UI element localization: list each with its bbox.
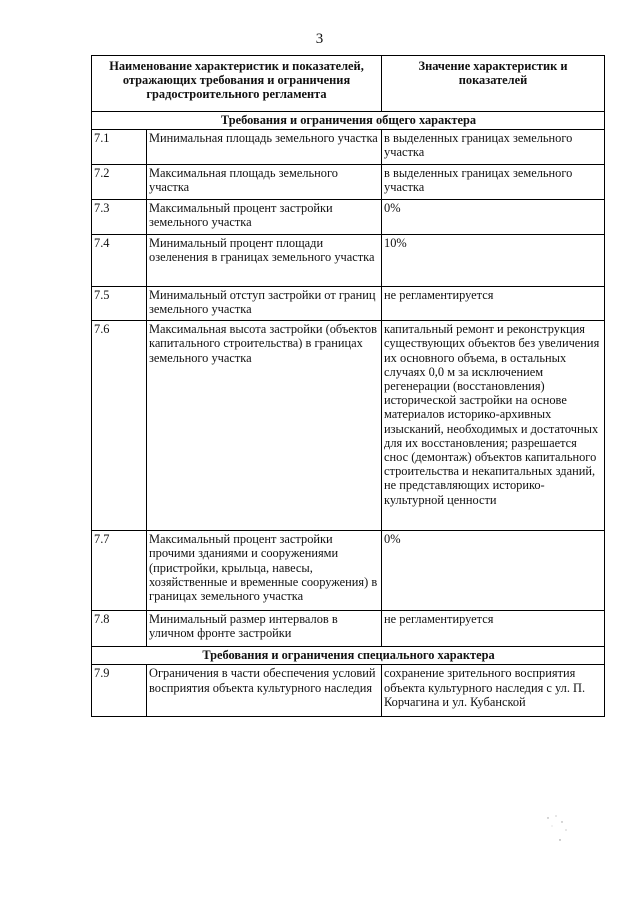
row-number: 7.7 [92,531,147,611]
section-title: Требования и ограничения специального характера [92,647,605,665]
row-value: капитальный ремонт и реконструкция существующих объектов без увеличения их основного объема, в остальных случаях 0,0 м за исключением регенерации (восстановления) исторической застройки на основе материалов историко-архивных изысканий, необходимых и достаточных для их восстановления; разрешается снос (демонтаж) объектов капитального строительства и некапитальных зданий, не представляющих историко-культурной ценности [382,321,605,531]
row-value: 10% [382,235,605,287]
row-name: Максимальная высота застройки (объектов капитального строительства) в границах земельного участка [147,321,382,531]
table-row [92,235,605,287]
table-row [92,130,605,165]
row-number: 7.4 [92,235,147,287]
row-value: 0% [382,531,605,611]
row-value: не регламентируется [382,611,605,647]
row-number: 7.2 [92,165,147,200]
row-name: Ограничения в части обеспечения условий восприятия объекта культурного наследия [147,665,382,717]
header-name-cell: Наименование характеристик и показателей, отражающих требования и ограничения градостроительного регламента [92,56,382,112]
section-row [92,647,605,665]
row-name: Максимальный процент застройки прочими зданиями и сооружениями (пристройки, крыльца, навесы, хозяйственные и временные сооружения) в границах земельного участка [147,531,382,611]
row-number: 7.9 [92,665,147,717]
row-name: Минимальный отступ застройки от границ земельного участка [147,287,382,321]
regulations-table [91,55,605,717]
row-number: 7.6 [92,321,147,531]
row-number: 7.8 [92,611,147,647]
table-row [92,165,605,200]
row-value: в выделенных границах земельного участка [382,165,605,200]
table-header-row [92,56,605,112]
row-name: Минимальный процент площади озеленения в границах земельного участка [147,235,382,287]
row-name: Максимальная площадь земельного участка [147,165,382,200]
scan-speckle-marks [538,810,578,850]
row-number: 7.5 [92,287,147,321]
table-row [92,611,605,647]
row-value: не регламентируется [382,287,605,321]
row-name: Минимальный размер интервалов в уличном фронте застройки [147,611,382,647]
row-name: Максимальный процент застройки земельного участка [147,200,382,235]
page-number: 3 [315,31,324,47]
section-row [92,112,605,130]
row-value: 0% [382,200,605,235]
header-value-cell: Значение характеристик и показателей [382,56,605,112]
table-row [92,287,605,321]
table-row [92,200,605,235]
table-row [92,665,605,717]
row-value: сохранение зрительного восприятия объекта культурного наследия с ул. П. Корчагина и ул. Кубанской [382,665,605,717]
row-value: в выделенных границах земельного участка [382,130,605,165]
row-number: 7.1 [92,130,147,165]
section-title: Требования и ограничения общего характера [92,112,605,130]
table-row [92,531,605,611]
row-name: Минимальная площадь земельного участка [147,130,382,165]
row-number: 7.3 [92,200,147,235]
table-row [92,321,605,531]
